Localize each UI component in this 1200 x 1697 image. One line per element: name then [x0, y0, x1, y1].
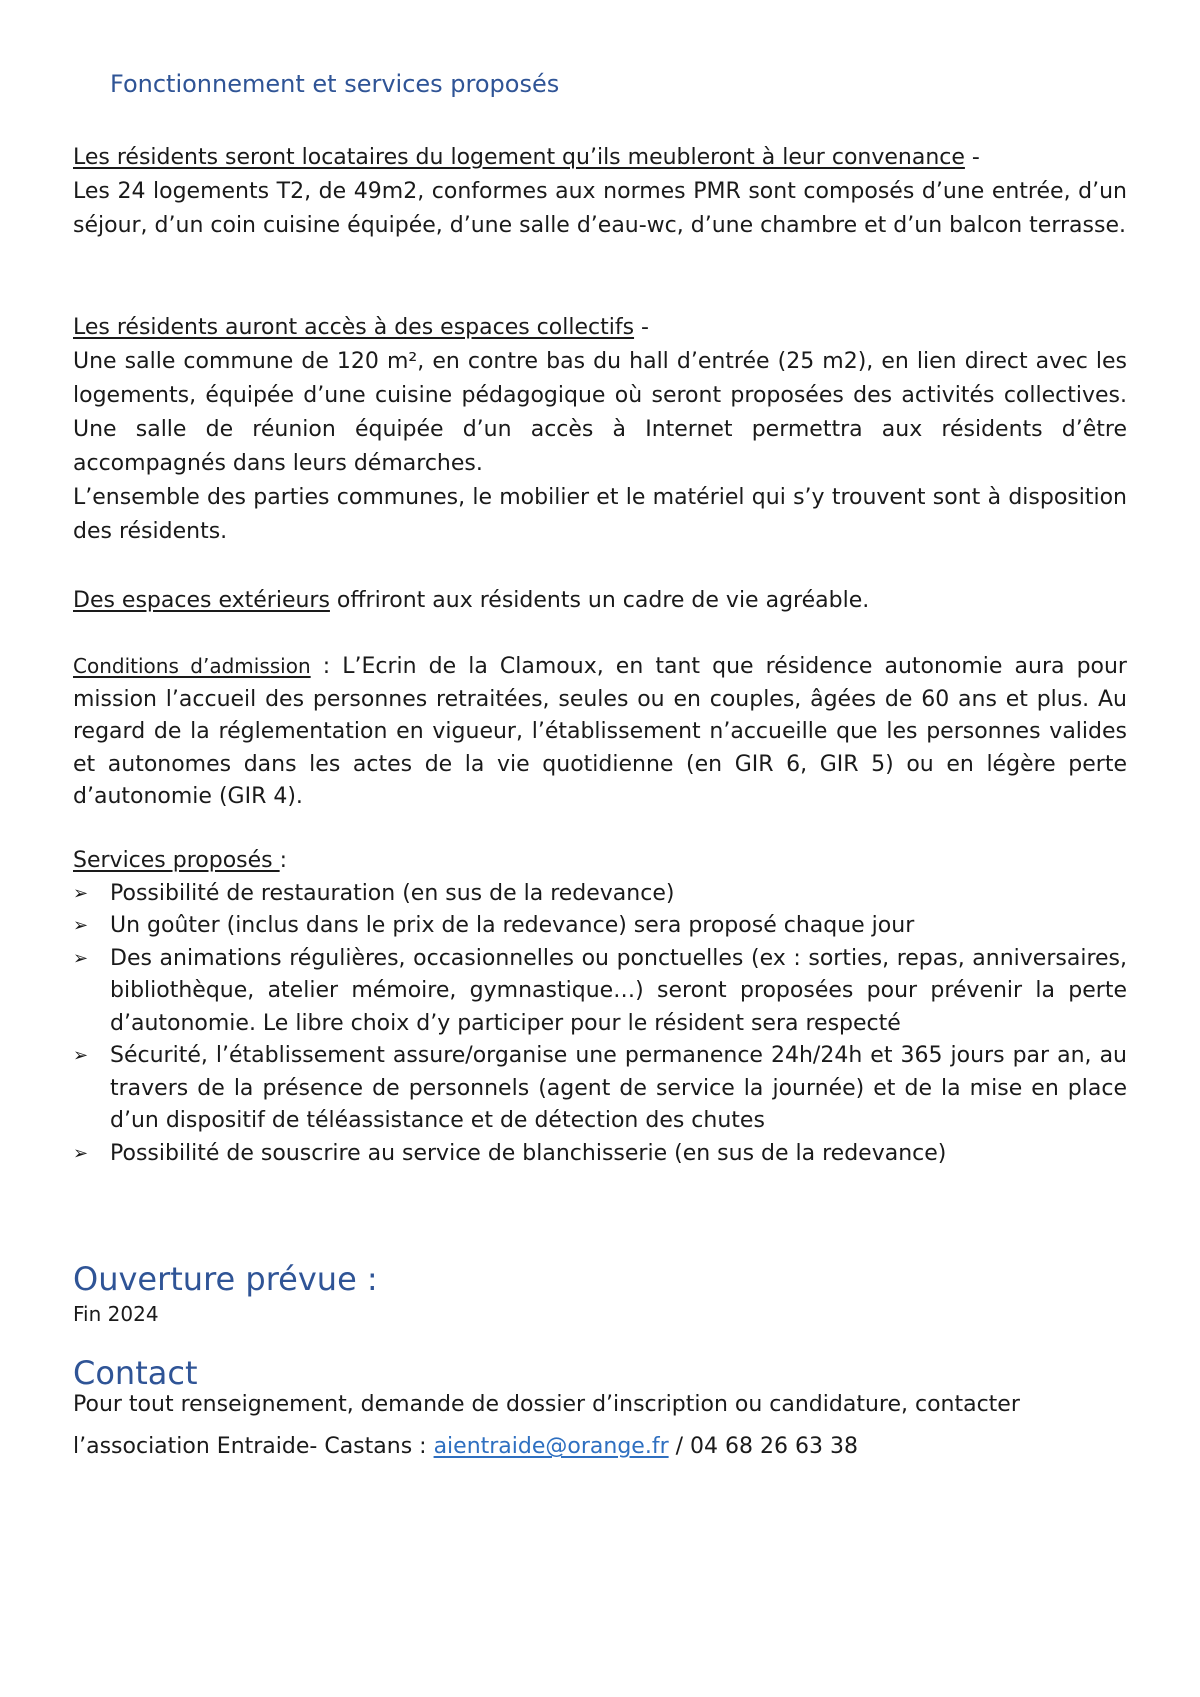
- services-lead: Services proposés: [73, 848, 280, 873]
- arrow-bullet-icon: ➢: [73, 1142, 89, 1164]
- arrow-bullet-icon: ➢: [73, 1045, 89, 1066]
- outdoor-paragraph: [73, 584, 1127, 618]
- phone-number: / 04 68 26 63 38: [668, 1434, 858, 1459]
- email-link[interactable]: aientraide@orange.fr: [433, 1434, 669, 1459]
- admission-text: : L’Ecrin de la Clamoux, en tant que résidence autonomie aura pour mission l’accueil des personnes retraitées, seules ou en couples, âgées de 60 ans et plus. Au regard de la réglementation en vigueur, l’établissement n’accueille que les personnes valides et autonomes dans les actes de la vie quotidienne (en GIR 6, GIR 5) ou en légère perte d’autonomie (GIR 4).: [73, 654, 1127, 809]
- contact-line-2: [73, 1434, 858, 1459]
- arrow-bullet-icon: ➢: [73, 947, 89, 969]
- housing-paragraph: [73, 141, 1127, 243]
- admission-lead: Conditions d’admission: [73, 654, 311, 678]
- arrow-bullet-icon: ➢: [73, 915, 89, 936]
- housing-lead: Les résidents seront locataires du logement qu’ils meubleront à leur convenance: [73, 145, 965, 170]
- arrow-bullet-icon: ➢: [73, 882, 89, 904]
- services-lead-suffix: :: [279, 848, 288, 873]
- housing-text: Les 24 logements T2, de 49m2, conformes aux normes PMR sont composés d’une entrée, d’un séjour, d’un coin cuisine équipée, d’une salle d’eau-wc, d’une chambre et d’un balcon terrasse.: [73, 179, 1127, 238]
- outdoor-lead: Des espaces extérieurs: [73, 588, 330, 613]
- services-section: [73, 845, 1127, 1170]
- contact-prefix: l’association Entraide- Castans :: [73, 1434, 434, 1459]
- services-list: [73, 878, 1127, 1171]
- collective-text: Une salle commune de 120 m², en contre bas du hall d’entrée (25 m2), en lien direct avec les logements, équipée d’une cuisine pédagogique où seront proposées des activités collectives. Une salle de réunion équipée d’un accès à Internet permettra aux résidents d’être accompagnés dans leurs démarches.: [73, 349, 1127, 476]
- collective-lead: Les résidents auront accès à des espaces collectifs: [73, 315, 635, 340]
- contact-title: Contact: [73, 1354, 198, 1392]
- list-item: ➢ Possibilité de restauration (en sus de la redevance): [73, 878, 1127, 911]
- opening-date: Fin 2024: [73, 1302, 159, 1326]
- collective-paragraph: [73, 311, 1127, 549]
- collective-text-2: L’ensemble des parties communes, le mobilier et le matériel qui s’y trouvent sont à disposition des résidents.: [73, 485, 1127, 544]
- housing-lead-suffix: -: [964, 145, 980, 170]
- list-item: ➢ Possibilité de souscrire au service de blanchisserie (en sus de la redevance): [73, 1138, 1127, 1171]
- opening-title: Ouverture prévue :: [73, 1260, 378, 1298]
- list-item: ➢ Sécurité, l’établissement assure/organise une permanence 24h/24h et 365 jours par an, au travers de la présence de personnels (agent de service la journée) et de la mise en place d’un dispositif de téléassistance et de détection des chutes: [73, 1040, 1127, 1138]
- list-item: ➢ Un goûter (inclus dans le prix de la redevance) sera proposé chaque jour: [73, 910, 1127, 943]
- outdoor-text: offriront aux résidents un cadre de vie agréable.: [329, 588, 870, 613]
- collective-lead-suffix: -: [634, 315, 649, 340]
- list-item: ➢ Des animations régulières, occasionnelles ou ponctuelles (ex : sorties, repas, anniversaires, bibliothèque, atelier mémoire, gymnastique…) seront proposées pour prévenir la perte d’autonomie. Le libre choix d’y participer pour le résident sera respecté: [73, 943, 1127, 1041]
- contact-line-1: Pour tout renseignement, demande de dossier d’inscription ou candidature, contacter: [73, 1392, 1020, 1417]
- section-title: Fonctionnement et services proposés: [110, 70, 560, 98]
- admission-paragraph: [73, 650, 1127, 814]
